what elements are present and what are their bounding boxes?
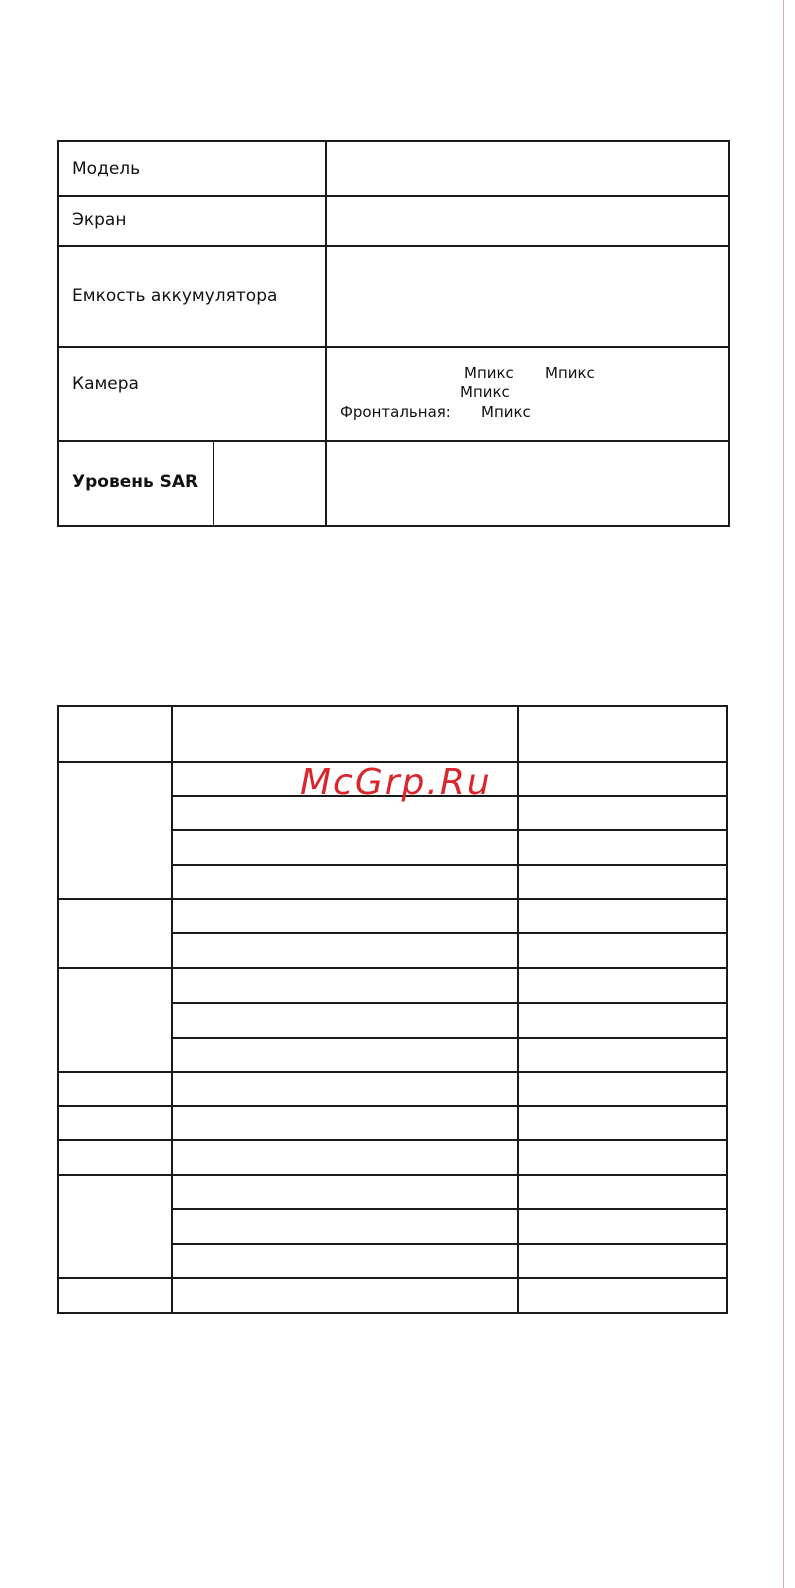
grid-sub-row-line xyxy=(171,1002,726,1004)
grid-row-line xyxy=(59,898,726,900)
spec-label-screen: Экран xyxy=(72,210,127,230)
sar-inner-divider xyxy=(213,442,214,525)
camera-front-label: Фронтальная: xyxy=(340,403,451,421)
spec-table xyxy=(57,140,730,527)
grid-sub-row-line xyxy=(171,829,726,831)
grid-row-line xyxy=(59,1105,726,1107)
spec-column-divider xyxy=(325,142,327,525)
page-edge-line xyxy=(783,0,784,1588)
camera-unit: Мпикс xyxy=(481,403,531,421)
grid-row-line xyxy=(59,967,726,969)
camera-unit: Мпикс xyxy=(464,364,514,382)
grid-row-line xyxy=(59,1139,726,1141)
grid-row-line xyxy=(59,1174,726,1176)
grid-sub-row-line xyxy=(171,864,726,866)
camera-unit: Мпикс xyxy=(545,364,595,382)
grid-row-line xyxy=(59,1277,726,1279)
spec-row-divider xyxy=(59,346,728,348)
camera-unit: Мпикс xyxy=(460,383,510,401)
grid-row-line xyxy=(59,1071,726,1073)
grid-column-line xyxy=(517,707,519,1312)
spec-label-camera: Камера xyxy=(72,374,139,394)
spec-label-sar: Уровень SAR xyxy=(72,472,199,492)
spec-label-battery: Емкость аккумулятора xyxy=(72,286,278,306)
spec-row-divider xyxy=(59,245,728,247)
watermark-logo: McGrp.Ru xyxy=(300,762,492,803)
grid-sub-row-line xyxy=(171,1037,726,1039)
spec-row-divider xyxy=(59,440,728,442)
spec-label-model: Модель xyxy=(72,159,141,179)
grid-column-line xyxy=(171,707,173,1312)
spec-row-divider xyxy=(59,195,728,197)
grid-sub-row-line xyxy=(171,1243,726,1245)
grid-sub-row-line xyxy=(171,1208,726,1210)
grid-sub-row-line xyxy=(171,932,726,934)
